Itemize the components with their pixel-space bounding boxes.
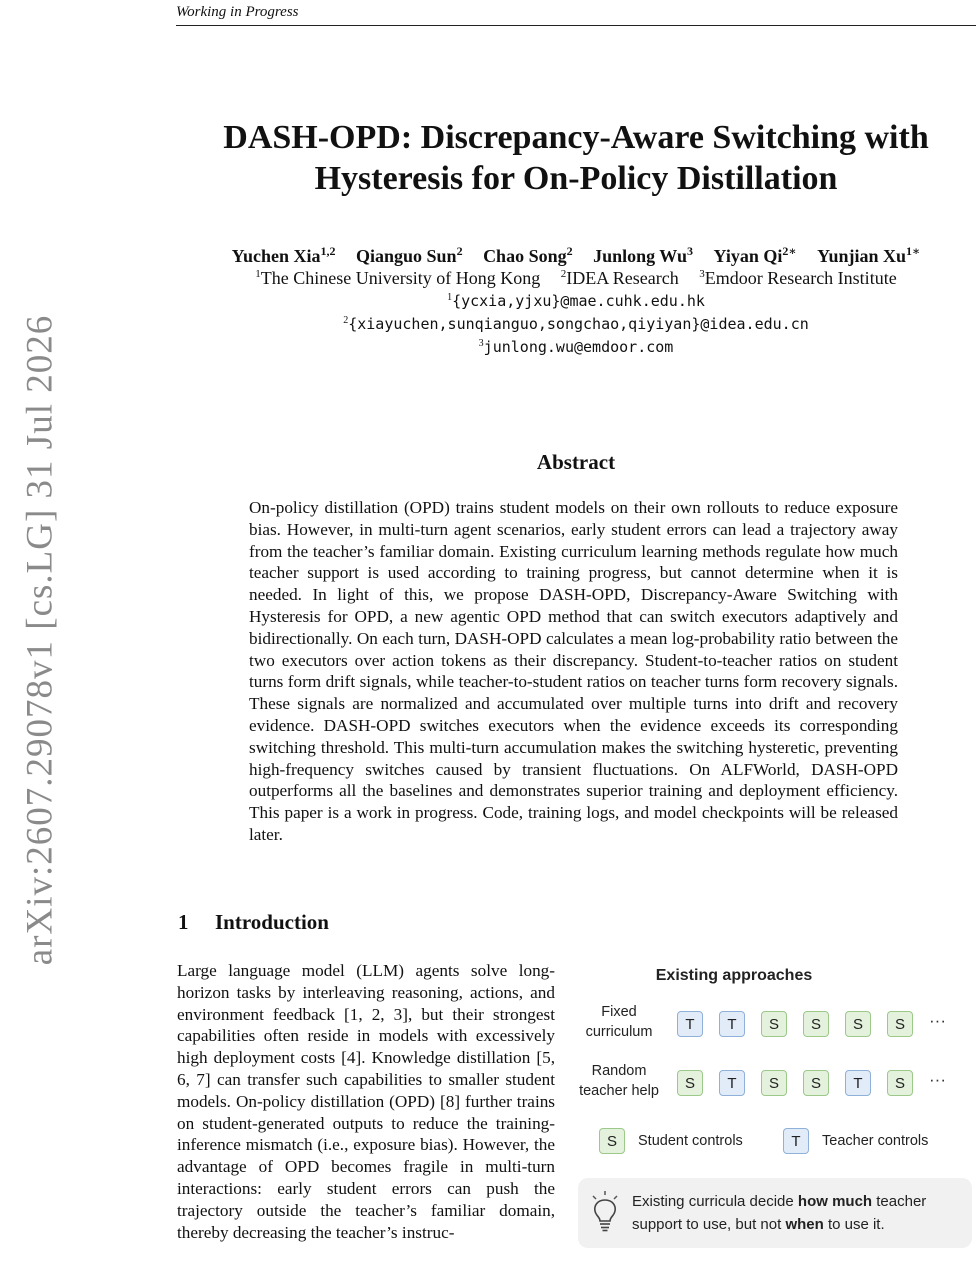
section-number: 1: [178, 910, 189, 934]
legend-student-label: Student controls: [638, 1133, 743, 1149]
author-list: [176, 244, 976, 268]
legend-student-box: S: [599, 1128, 625, 1154]
legend-teacher-label: Teacher controls: [822, 1133, 929, 1149]
affiliation: $^2$IDEA Research: [560, 268, 679, 288]
token-box: T: [719, 1011, 745, 1037]
lightbulb-icon: [590, 1190, 620, 1234]
figure-existing-approaches: [575, 960, 975, 1260]
title-line-2: Hysteresis for On-Policy Distillation: [314, 160, 838, 197]
section-heading: [178, 910, 329, 935]
author: Junlong Wu$^3$: [593, 244, 693, 266]
title-line-1: DASH-OPD: Discrepancy-Aware Switching with: [223, 119, 929, 156]
token-box: T: [845, 1070, 871, 1096]
email-line: $^1${ycxia,yjxu}@mae.cuhk.edu.hk: [447, 292, 705, 310]
affiliation: $^3$Emdoor Research Institute: [699, 268, 897, 288]
affiliation: $^1$The Chinese University of Hong Kong: [255, 268, 541, 288]
header-rule: [176, 25, 976, 26]
author-block: [176, 244, 976, 361]
author: Qianguo Sun$^2$: [356, 244, 463, 266]
intro-text: Large language model (LLM) agents solve long-horizon tasks by interleaving reasoning, actions, and environment feedback [1, 2, 3], but their strongest capabilities often reside in models with excessively high deployment costs [4]. Knowledge distillation [5, 6, 7] can transfer such capabilities to smaller student models. On-policy distillation (OPD) [8] further trains on student-generated outputs to reduce the training-inference mismatch (i.e., exposure bias). However, the advantage of OPD becomes fragile in multi-turn interactions: early student errors can push the trajectory outside the teacher’s familiar domain, thereby decreasing the teacher’s instruc-: [177, 961, 555, 1242]
ellipsis: ···: [929, 1011, 946, 1030]
token-box: T: [719, 1070, 745, 1096]
callout-text: Existing curricula decide how much teacher support to use, but not when to use it.: [632, 1193, 927, 1233]
email-line: $^3$junlong.wu@emdoor.com: [478, 338, 674, 356]
section-title-text: Introduction: [215, 910, 329, 934]
affiliation-list: [176, 268, 976, 292]
figure-title: Existing approaches: [655, 967, 813, 984]
email-line: $^2${xiayuchen,sunqianguo,songchao,qiyiyan}@idea.edu.cn: [343, 315, 809, 333]
paper-title: [176, 117, 976, 199]
token-box: S: [761, 1070, 787, 1096]
token-box: S: [803, 1011, 829, 1037]
row-label-fixed-curriculum: Fixed curriculum: [585, 1004, 653, 1040]
arxiv-stamp-text: arXiv:2607.29078v1 [cs.LG] 31 Jul 2026: [19, 314, 61, 966]
legend-teacher-box: T: [783, 1128, 809, 1154]
ellipsis: ···: [929, 1070, 946, 1089]
abstract-text: On-policy distillation (OPD) trains student models on their own rollouts to reduce exposure bias. However, in multi-turn agent scenarios, early student errors can lead a trajectory away from the teacher’s familiar domain. Existing curriculum learning methods regulate how much teacher support is used according to training progress, but cannot determine when it is needed. In light of this, we propose DASH-OPD, Discrepancy-Aware Switching with Hysteresis for OPD, a new agentic OPD method that can switch executors adaptively and bidirectionally. On each turn, DASH-OPD calculates a mean log-probability ratio between the two executors over action tokens as their discrepancy. Student-to-teacher ratios on student turns form drift signals, while teacher-to-student ratios on teacher turns form recovery signals. These signals are normalized and accumulated over multiple turns into drift and recovery evidence. DASH-OPD switches executors when the evidence exceeds its corresponding switching threshold. This multi-turn accumulation makes the switching hysteretic, preventing high-frequency switches caused by transient fluctuations. On ALFWorld, DASH-OPD outperforms all the baselines and demonstrates superior training and deployment efficiency. This paper is a work in progress. Code, training logs, and model checkpoints will be released later.: [249, 498, 898, 844]
callout-box: [578, 1178, 972, 1248]
token-box: S: [887, 1011, 913, 1037]
token-box: S: [761, 1011, 787, 1037]
row-label-random-teacher-help: Random teacher help: [579, 1063, 659, 1099]
token-box: T: [677, 1011, 703, 1037]
running-head: Working in Progress: [176, 4, 299, 20]
token-box: S: [677, 1070, 703, 1096]
author: Chao Song$^2$: [483, 244, 573, 266]
token-box: S: [803, 1070, 829, 1096]
token-box: S: [845, 1011, 871, 1037]
author: Yunjian $Xu^{1∗}$: [817, 244, 921, 266]
token-box: S: [887, 1070, 913, 1096]
abstract-heading: Abstract: [536, 450, 616, 474]
author: Yuchen Xia$^{1,2}$: [231, 244, 336, 266]
author: Yiyan $Qi^{2∗}$: [713, 244, 797, 266]
